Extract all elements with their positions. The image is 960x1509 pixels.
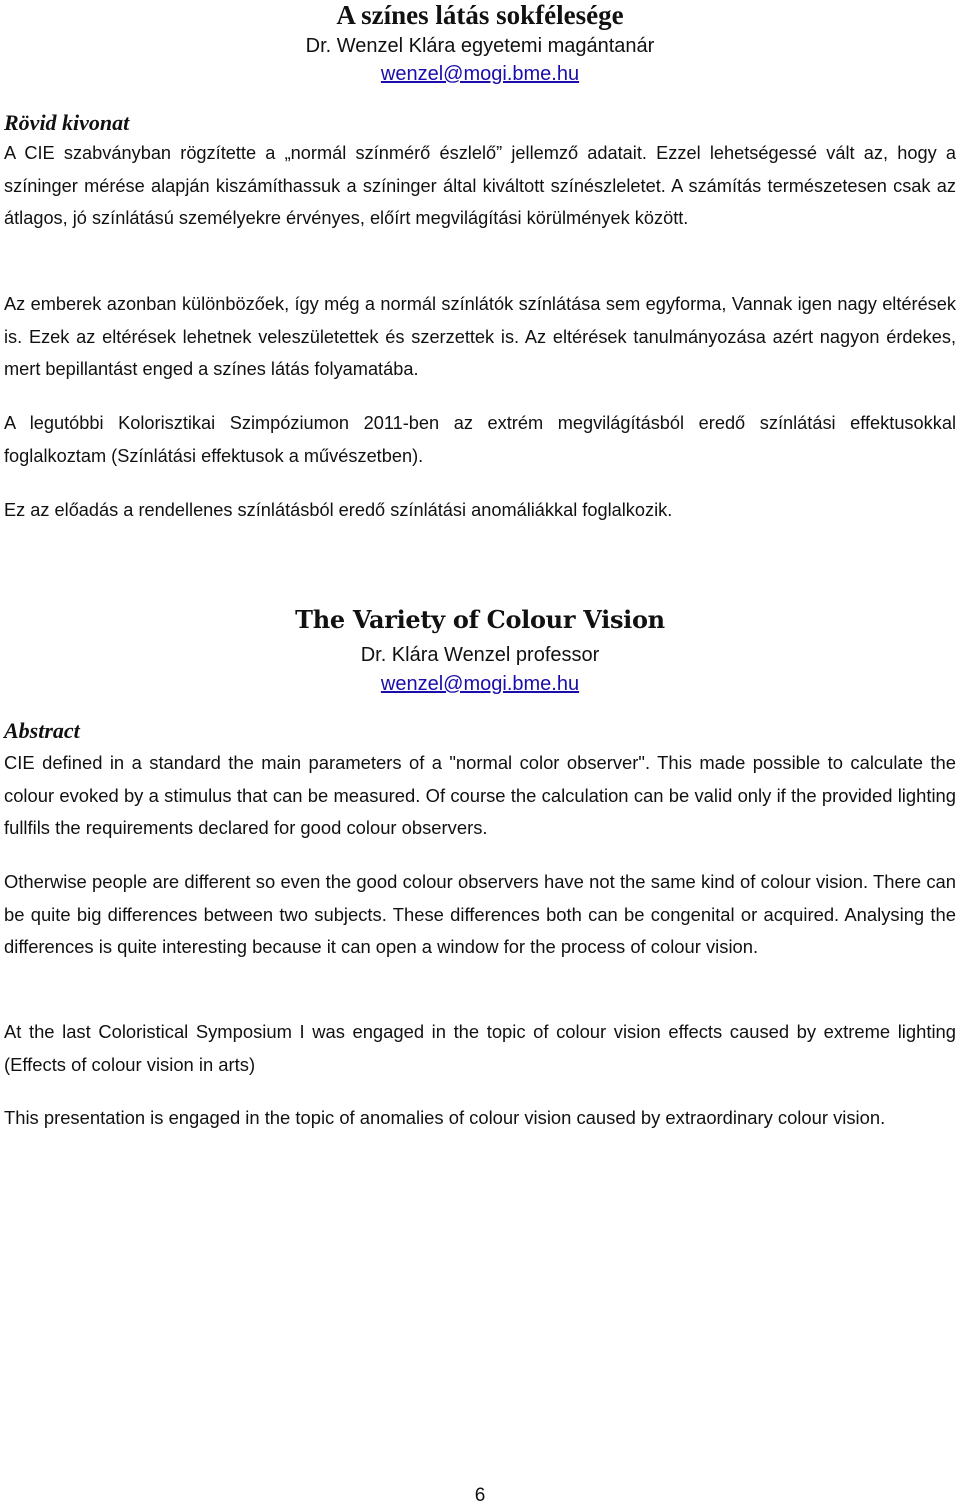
english-paragraph-4: This presentation is engaged in the topic of anomalies of colour vision caused by extraordinary colour vision. (4, 1107, 886, 1128)
english-paragraph-3: At the last Coloristical Symposium I was engaged in the topic of colour vision effects caused by extreme lighting (Effects of colour vision in arts) (4, 1021, 956, 1075)
english-email-line (4, 670, 956, 698)
hungarian-paragraph-3: A legutóbbi Kolorisztikai Szimpóziumon 2011-ben az extrém megvilágításból eredő színlátási effektusokkal foglalkoztam (Színlátási effektusok a művészetben). (4, 413, 956, 466)
hungarian-email-link[interactable]: wenzel@mogi.bme.hu (380, 63, 580, 85)
english-author: Dr. Klára Wenzel professor (360, 644, 600, 666)
english-paragraph-2: Otherwise people are different so even the good colour observers have not the same kind of colour vision. There can be quite big differences between two subjects. These differences both can be congenital or acquired. Analysing the differences is quite interesting because it can open a window for the process of colour vision. (4, 871, 956, 958)
hungarian-email-line (4, 60, 956, 88)
english-title: The Variety of Colour Vision (295, 605, 665, 634)
english-paragraph-1: CIE defined in a standard the main parameters of a "normal color observer". This made possible to calculate the colour evoked by a stimulus that can be measured. Of course the calculation can be valid only if the provided lighting fullfils the requirements declared for good colour observers. (4, 752, 956, 839)
hungarian-title: A színes látás sokfélesége (336, 0, 624, 30)
english-abstract-heading: Abstract (4, 718, 80, 743)
hungarian-paragraph-2: Az emberek azonban különbözőek, így még a normál színlátók színlátása sem egyforma, Vannak igen nagy eltérések is. Ezek az eltérések lehetnek veleszületettek és szerzettek is. Az eltérések tanulmányozása azért nagyon érdekes, mert bepillantást enged a színes látás folyamatába. (4, 294, 956, 380)
hungarian-abstract-heading: Rövid kivonat (4, 110, 130, 135)
hungarian-paragraph-1: A CIE szabványban rögzítette a „normál színmérő észlelő” jellemző adatait. Ezzel lehetségessé vált az, hogy a színinger mérése alapján kiszámíthassuk a színinger által kiváltott színészleletet. A számítás természetesen csak az átlagos, jó színlátású személyekre érvényes, előírt megvilágítási körülmények között. (4, 143, 956, 229)
english-email-link[interactable]: wenzel@mogi.bme.hu (380, 673, 580, 695)
hungarian-author: Dr. Wenzel Klára egyetemi magántanár (305, 35, 655, 57)
page-number: 6 (474, 1485, 486, 1506)
hungarian-paragraph-4: Ez az előadás a rendellenes színlátásból eredő színlátási anomáliákkal foglalkozik. (4, 500, 673, 520)
